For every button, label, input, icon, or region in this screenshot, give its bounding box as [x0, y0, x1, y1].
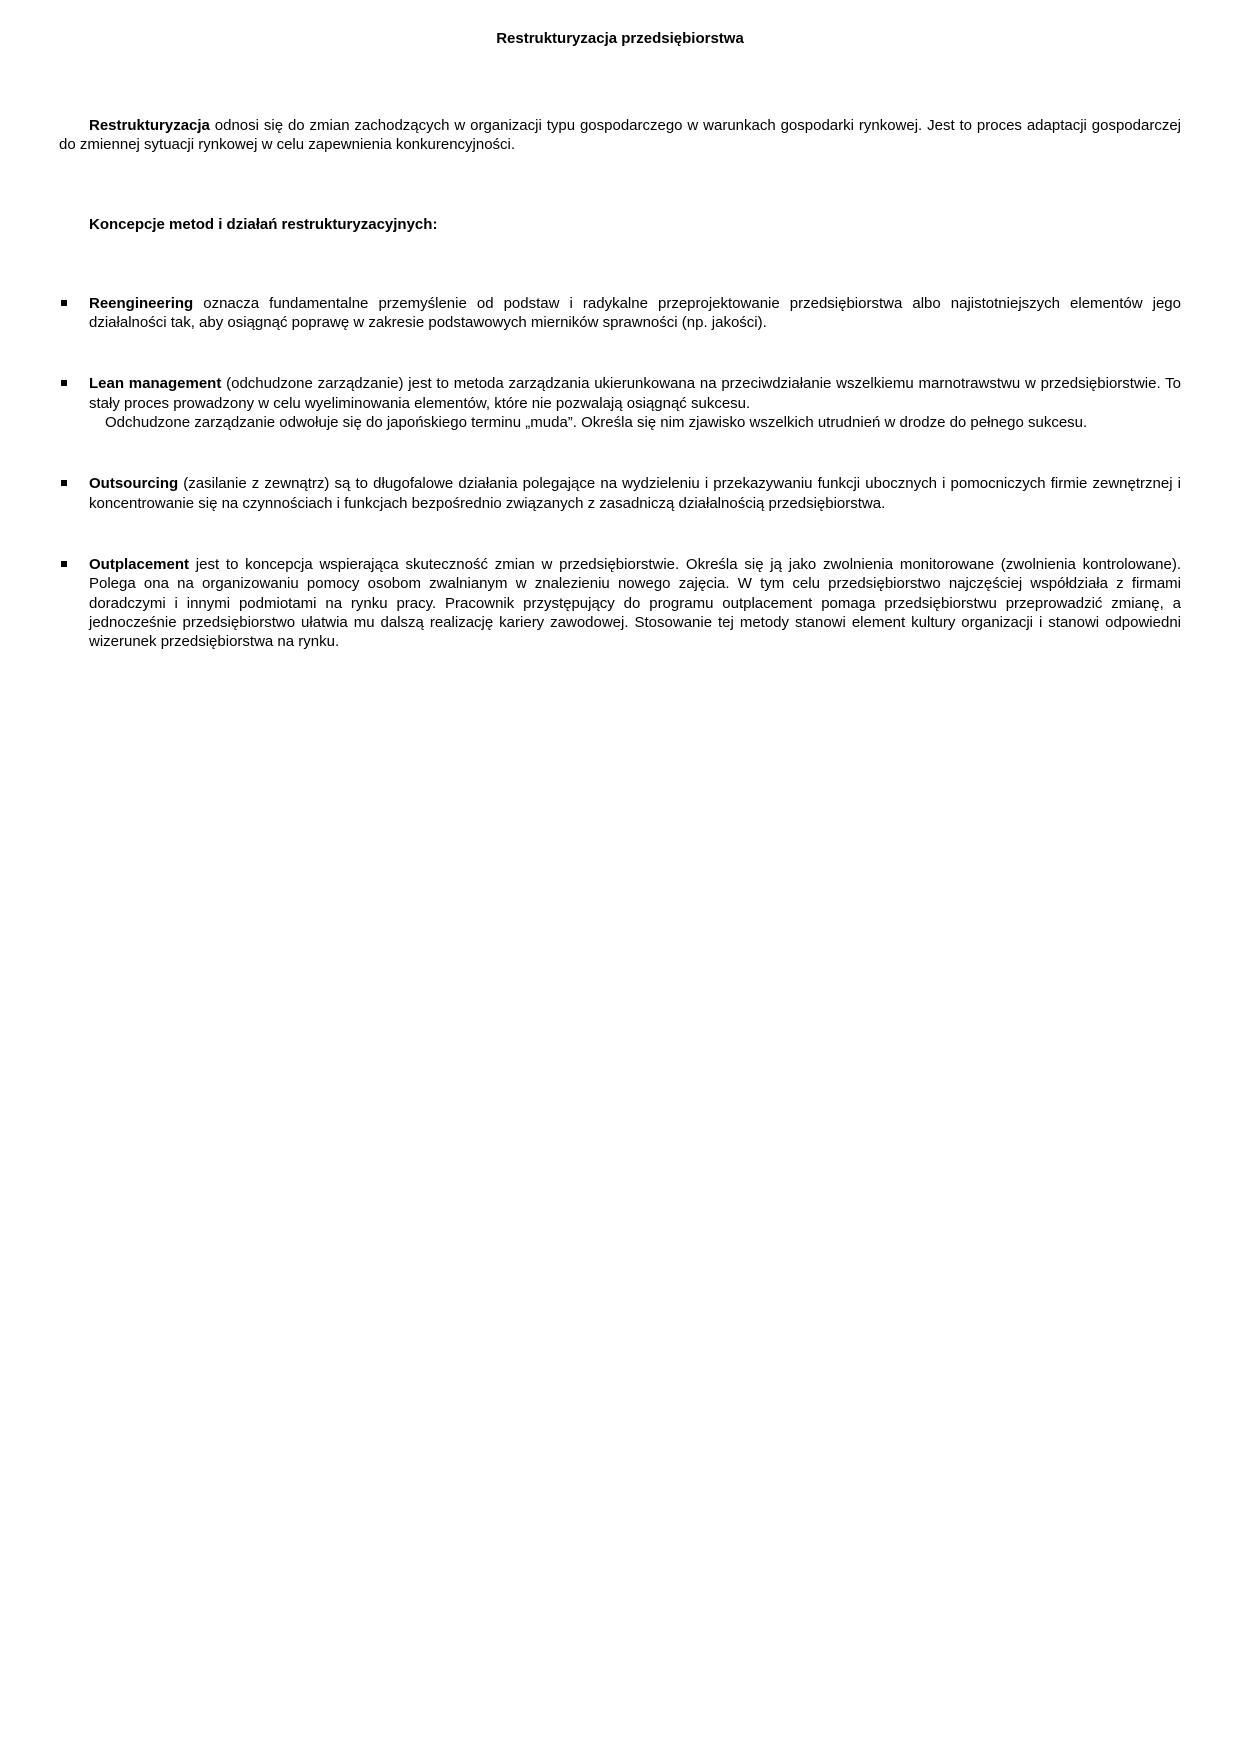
list-item-outplacement: [59, 555, 1181, 651]
intro-term: Restrukturyzacja: [89, 117, 210, 134]
item-extra-text: Odchudzone zarządzanie odwołuje się do japońskiego terminu „muda”. Określa się nim zjawisko wszelkich utrudnień w drodze do pełnego sukcesu.: [105, 414, 1088, 432]
item-term: Outplacement: [89, 555, 190, 573]
list-item-reengineering: [59, 294, 1181, 333]
item-term: Reengineering: [89, 294, 194, 312]
document-title: Restrukturyzacja przedsiębiorstwa: [496, 30, 744, 47]
item-text: (zasilanie z zewnątrz) są to długofalowe działania polegające na wydzieleniu i przekazywaniu funkcji ubocznych i pomocniczych firmie zewnętrznej i koncentrowanie się na czynnościach i funkcjach bezpośrednio związanych z zasadniczą działalnością przedsiębiorstwa.: [89, 475, 1181, 512]
square-bullet-icon: [61, 300, 67, 306]
document-body: [59, 116, 1181, 651]
item-text: oznacza fundamentalne przemyślenie od podstaw i radykalne przeprojektowanie przedsiębiorstwa albo najistotniejszych elementów jego działalności tak, aby osiągnąć poprawę w zakresie podstawowych mierników sprawności (np. jakości).: [89, 294, 1181, 332]
intro-paragraph: [59, 116, 1181, 155]
item-term: Outsourcing: [89, 475, 179, 493]
concept-list: [59, 294, 1181, 652]
list-item-outsourcing: [59, 474, 1181, 513]
square-bullet-icon: [61, 380, 67, 386]
square-bullet-icon: [61, 480, 67, 486]
intro-text: odnosi się do zmian zachodzących w organizacji typu gospodarczego w warunkach gospodarki rynkowej. Jest to proces adaptacji gospodarczej do zmiennej sytuacji rynkowej w celu zapewnienia konkurencyjności.: [59, 117, 1181, 154]
section-heading: Koncepcje metod i działań restrukturyzacyjnych:: [89, 215, 438, 233]
list-item-lean-management: [59, 374, 1181, 432]
item-term: Lean management: [89, 375, 222, 393]
square-bullet-icon: [61, 561, 67, 567]
item-text: (odchudzone zarządzanie) jest to metoda zarządzania ukierunkowana na przeciwdziałanie wszelkiemu marnotrawstwu w przedsiębiorstwie. To stały proces prowadzony w celu wyeliminowania elementów, które nie pozwalają osiągnąć sukcesu.: [89, 375, 1181, 412]
item-text: jest to koncepcja wspierająca skuteczność zmian w przedsiębiorstwie. Określa się ją jako zwolnienia monitorowane (zwolnienia kontrolowane). Polega ona na organizowaniu pomocy osobom zwalnianym w znalezieniu nowego zajęcia. W tym celu przedsiębiorstwo najczęściej współdziała z firmami doradczymi i innymi podmiotami na rynku pracy. Pracownik przystępujący do programu outplacement pomaga przedsiębiorstwu przeprowadzić zmianę, a jednocześnie przedsiębiorstwo ułatwia mu dalszą realizację kariery zawodowej. Stosowanie tej metody stanowi element kultury organizacji i stanowi odpowiedni wizerunek przedsiębiorstwa na rynku.: [89, 555, 1181, 651]
